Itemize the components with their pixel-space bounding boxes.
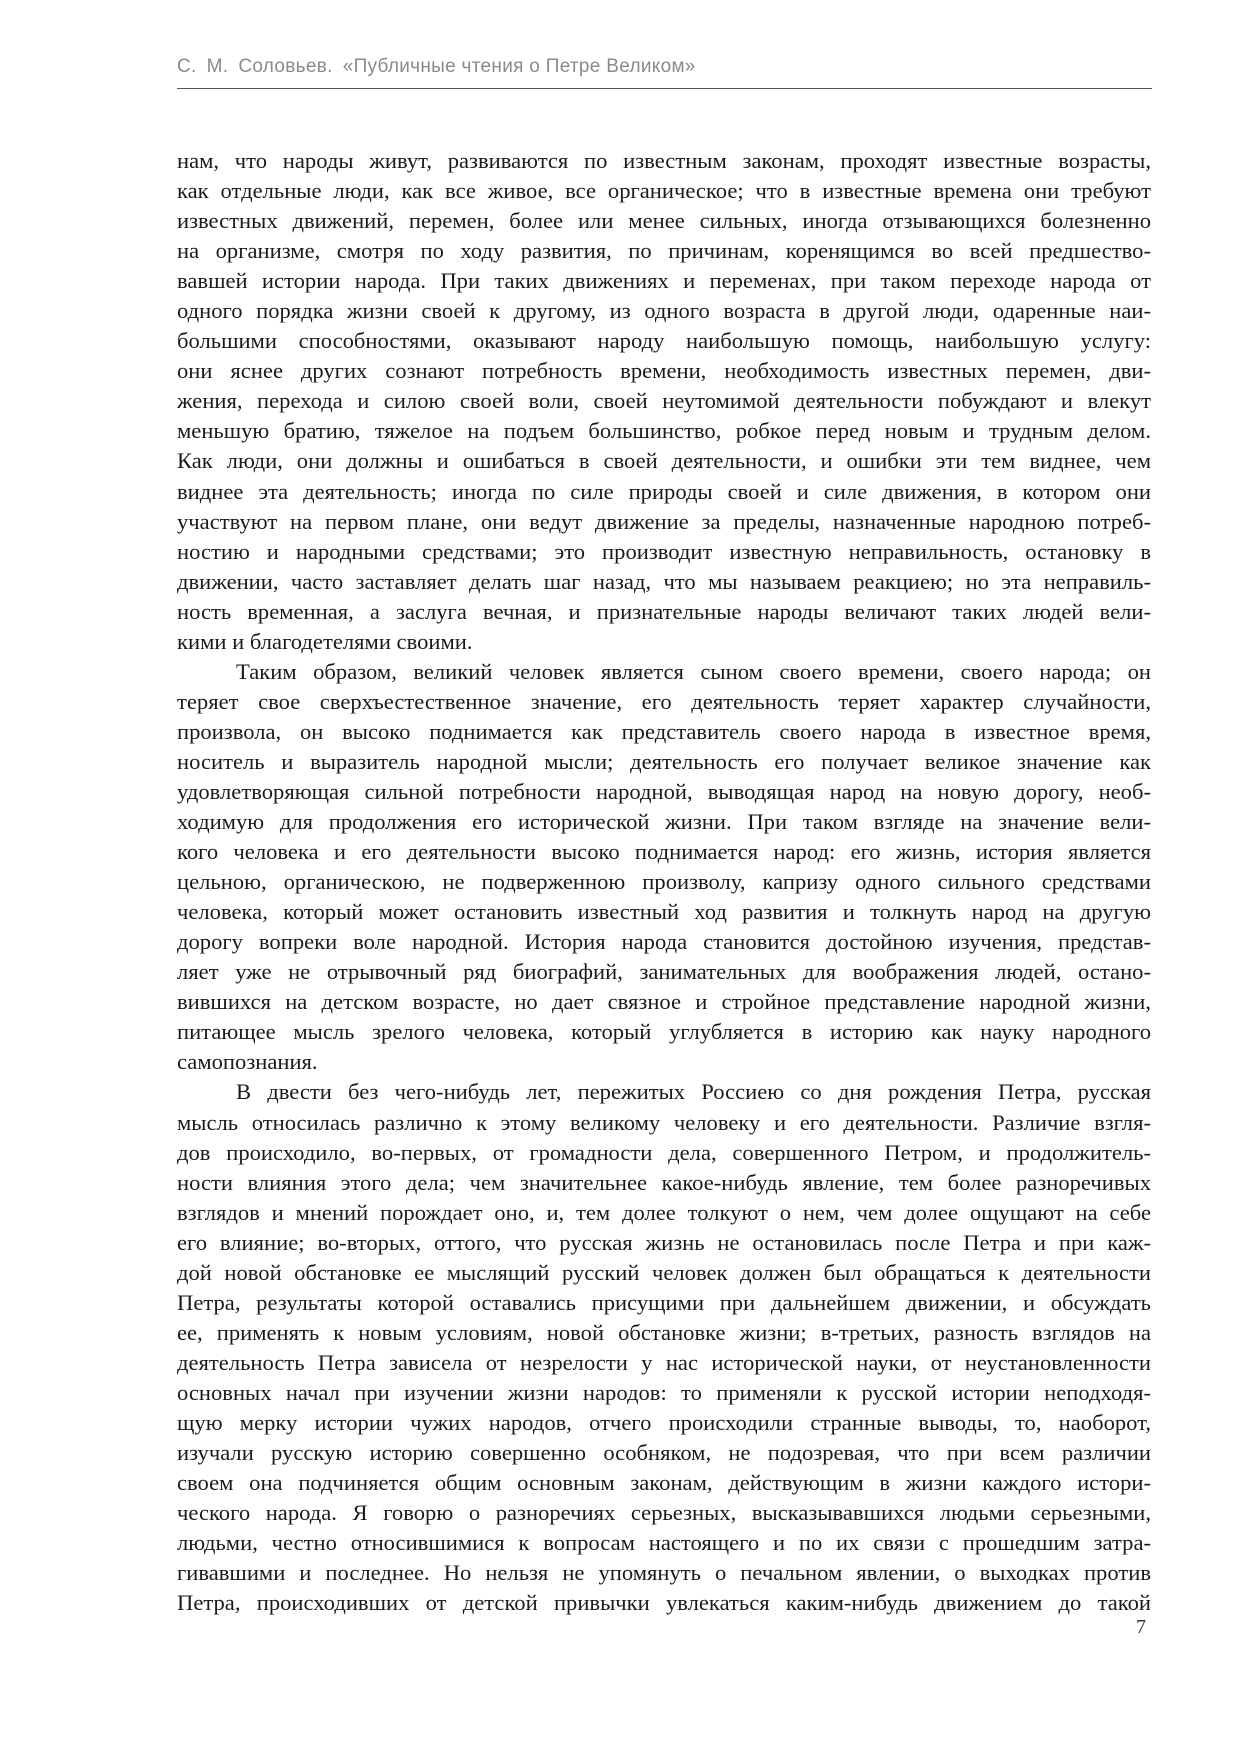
text-line: вившихся на детском возрасте, но дает связное и стройное представление народной жизни, (177, 989, 1151, 1015)
text-line: ческого народа. Я говорю о разноречиях серьезных, высказывавшихся людьми серьезными, (177, 1500, 1151, 1526)
text-line: своем она подчиняется общим основным законам, действующим в жизни каждого истори- (177, 1470, 1151, 1496)
text-line: основных начал при изучении жизни народов: то применяли к русской истории неподходя- (177, 1379, 1151, 1405)
text-line: мысль относилась различно к этому великому человеку и его деятельности. Различие взгля- (177, 1109, 1151, 1135)
text-line: участвуют на первом плане, они ведут движение за пределы, назначенные народною потреб- (177, 508, 1151, 534)
author-initial-first: С. (177, 56, 197, 77)
text-line: они яснее других сознают потребность времени, необходимость известных перемен, дви- (177, 358, 1151, 384)
text-line: движении, часто заставляет делать шаг назад, что мы называем реакциею; но эта неправиль- (177, 568, 1151, 594)
text-line: взглядов и мнений порождает оно, и, тем долее толкуют о нем, чем долее ощущают на себе (177, 1199, 1151, 1225)
text-line: деятельность Петра зависела от незрелости у нас исторической науки, от неустановленности (177, 1349, 1151, 1375)
text-line: гивавшими и последнее. Но нельзя не упомянуть о печальном явлении, о выходках против (177, 1560, 1151, 1586)
paragraph (177, 657, 1151, 1078)
text-line: вавшей истории народа. При таких движениях и переменах, при таком переходе народа от (177, 268, 1151, 294)
text-line: кого человека и его деятельности высоко поднимается народ: его жизнь, история является (177, 839, 1151, 865)
paragraph (177, 1077, 1151, 1618)
author-surname: Соловьев. (238, 56, 333, 77)
text-line: жения, перехода и силою своей воли, своей неутомимой деятельности побуждают и влекут (177, 388, 1151, 414)
text-line: его влияние; во-вторых, оттого, что русская жизнь не остановилась после Петра и при каж- (177, 1229, 1151, 1255)
paragraph (177, 146, 1151, 657)
text-line: известных движений, перемен, более или менее сильных, иногда отзывающихся болезненно (177, 208, 1151, 234)
text-line: Петра, происходивших от детской привычки увлекаться каким-нибудь движением до такой (177, 1590, 1151, 1616)
text-line: В двести без чего-нибудь лет, пережитых Россиею со дня рождения Петра, русская (236, 1079, 1151, 1105)
text-line: как отдельные люди, как все живое, все органическое; что в известные времена они требуют (177, 178, 1151, 204)
running-header (177, 56, 1151, 78)
text-line: виднее эта деятельность; иногда по силе природы своей и силе движения, в котором они (177, 478, 1151, 504)
text-line: самопознания. (177, 1049, 318, 1075)
author-initial-patronymic: М. (206, 56, 229, 77)
text-line: Петра, результаты которой оставались присущими при дальнейшем движении, и обсуждать (177, 1289, 1151, 1315)
header-rule (177, 88, 1152, 89)
page-number: 7 (1136, 1616, 1146, 1638)
text-line: ходимую для продолжения его исторической жизни. При таком взгляде на значение вели- (177, 809, 1151, 835)
text-line: меньшую братию, тяжелое на подъем большинство, робкое перед новым и трудным делом. (177, 418, 1151, 444)
text-line: Как люди, они должны и ошибаться в своей деятельности, и ошибки эти тем виднее, чем (177, 448, 1151, 474)
text-line: теряет свое сверхъестественное значение, его деятельность теряет характер случайности, (177, 688, 1151, 714)
text-line: одного порядка жизни своей к другому, из одного возраста в другой люди, одаренные наи- (177, 298, 1151, 324)
text-line: людьми, честно относившимися к вопросам настоящего и по их связи с прошедшим затра- (177, 1530, 1151, 1556)
text-line: кими и благодетелями своими. (177, 628, 473, 654)
text-line: дой новой обстановке ее мыслящий русский человек должен был обращаться к деятельности (177, 1259, 1151, 1285)
text-line: ность временная, а заслуга вечная, и признательные народы величают таких людей вели- (177, 598, 1151, 624)
text-line: на организме, смотря по ходу развития, по причинам, коренящимся во всей предшество- (177, 238, 1151, 264)
body-text (177, 146, 1151, 1618)
book-title: «Публичные чтения о Петре Великом» (342, 56, 696, 77)
text-line: нам, что народы живут, развиваются по известным законам, проходят известные возрасты, (177, 148, 1151, 173)
text-line: цельною, органическою, не подверженною произволу, капризу одного сильного средствами (177, 869, 1151, 895)
text-line: большими способностями, оказывают народу наибольшую помощь, наибольшую услугу: (177, 328, 1151, 354)
text-line: изучали русскую историю совершенно особняком, не подозревая, что при всем различии (177, 1440, 1151, 1466)
text-line: удовлетворяющая сильной потребности народной, выводящая народ на новую дорогу, необ- (177, 778, 1151, 804)
text-line: ностию и народными средствами; это производит известную неправильность, остановку в (177, 538, 1151, 564)
text-line: ляет уже не отрывочный ряд биографий, занимательных для воображения людей, остано- (177, 959, 1151, 985)
text-line: дорогу вопреки воле народной. История народа становится достойною изучения, представ- (177, 929, 1151, 955)
text-line: щую мерку истории чужих народов, отчего происходили странные выводы, то, наоборот, (177, 1409, 1151, 1435)
text-line: ее, применять к новым условиям, новой обстановке жизни; в-третьих, разность взглядов на (177, 1319, 1151, 1345)
text-line: носитель и выразитель народной мысли; деятельность его получает великое значение как (177, 748, 1151, 774)
text-line: питающее мысль зрелого человека, который углубляется в историю как науку народного (177, 1019, 1151, 1045)
text-line: ности влияния этого дела; чем значительнее какое-нибудь явление, тем более разноречивых (177, 1169, 1151, 1195)
text-line: произвола, он высоко поднимается как представитель своего народа в известное время, (177, 718, 1151, 744)
text-line: человека, который может остановить известный ход развития и толкнуть народ на другую (177, 899, 1151, 925)
text-line: дов происходило, во-первых, от громадности дела, совершенного Петром, и продолжитель- (177, 1139, 1151, 1165)
text-line: Таким образом, великий человек является сыном своего времени, своего народа; он (236, 658, 1151, 684)
